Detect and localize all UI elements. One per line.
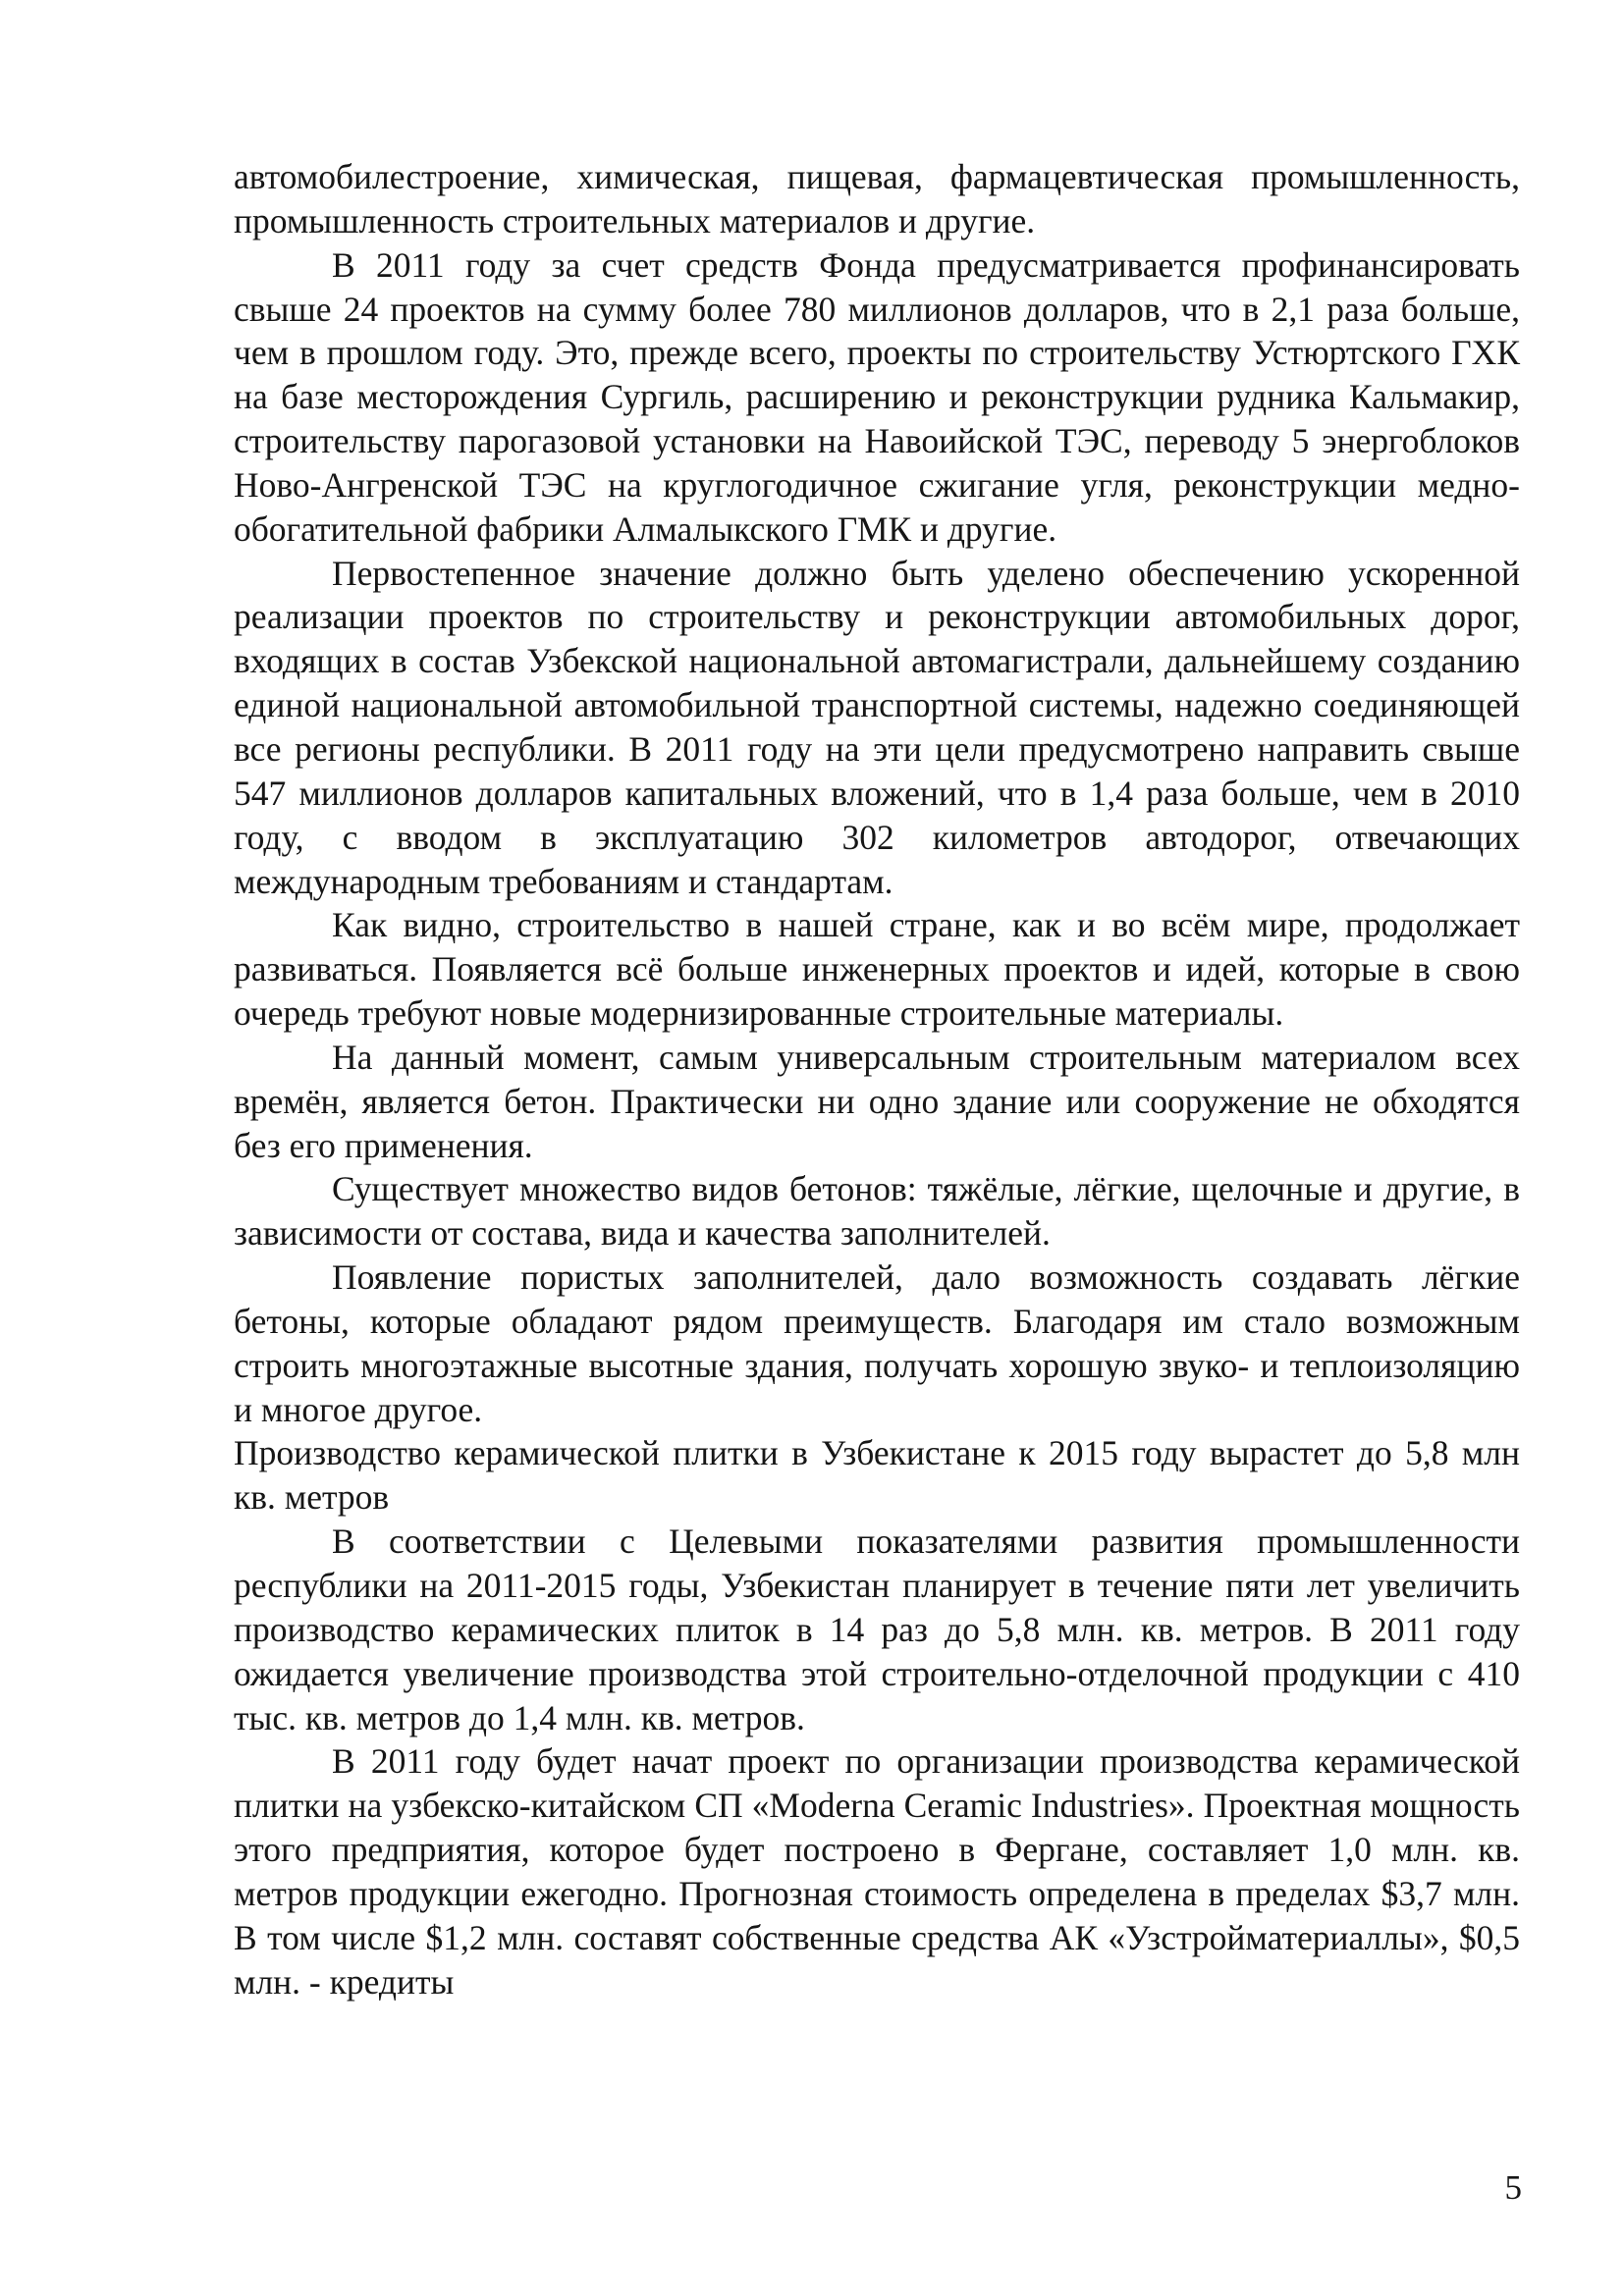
- body-text: [234, 155, 1520, 2003]
- paragraph-concrete-types: Существует множество видов бетонов: тяжёлые, лёгкие, щелочные и другие, в зависимости от состава, вида и качества заполнителей.: [234, 1169, 1520, 1254]
- paragraph-target-indicators: В соответствии с Целевыми показателями развития промышленности республики на 2011-2015 годы, Узбекистан планирует в течение пяти лет увеличить производство керамических плиток в 14 раз до 5,8 млн. кв. метров. В 2011 году ожидается увеличение производства этой строительно-отделочной продукции с 410 тыс. кв. метров до 1,4 млн. кв. метров.: [234, 1522, 1520, 1737]
- paragraph-construction-development: Как видно, строительство в нашей стране, как и во всём мире, продолжает развиваться. Появляется всё больше инженерных проектов и идей, которые в свою очередь требуют новые модернизированные строительные материалы.: [234, 905, 1520, 1034]
- paragraph-concrete: На данный момент, самым универсальным строительным материалом всех времён, является бетон. Практически ни одно здание или сооружение не обходятся без его применения.: [234, 1037, 1520, 1165]
- paragraph-porous-aggregates: Появление пористых заполнителей, дало возможность создавать лёгкие бетоны, которые обладают рядом преимуществ. Благодаря им стало возможным строить многоэтажные высотные здания, получать хорошую звуко- и теплоизоляцию и многое другое.: [234, 1257, 1520, 1429]
- paragraph-continuation: автомобилестроение, химическая, пищевая, фармацевтическая промышленность, промышленность строительных материалов и другие.: [234, 157, 1520, 240]
- paragraph-moderna-ceramic: В 2011 году будет начат проект по организации производства керамической плитки на узбекско-китайском СП «Moderna Ceramic Industries». Проектная мощность этого предприятия, которое будет построено в Фергане, составляет 1,0 млн. кв. метров продукции ежегодно. Прогнозная стоимость определена в пределах $3,7 млн. В том числе $1,2 млн. составят собственные средства АК «Узстройматериаллы», $0,5 млн. - кредиты: [234, 1741, 1520, 2002]
- page-number: 5: [1504, 2168, 1522, 2207]
- paragraph-fund-projects: В 2011 году за счет средств Фонда предусматривается профинансировать свыше 24 проектов на сумму более 780 миллионов долларов, что в 2,1 раза больше, чем в прошлом году. Это, прежде всего, проекты по строительству Устюртского ГХК на базе месторождения Сургиль, расширению и реконструкции рудника Кальмакир, строительству парогазовой установки на Навоийской ТЭС, переводу 5 энергоблоков Ново-Ангренской ТЭС на круглогодичное сжигание угля, реконструкции медно-обогатительной фабрики Алмалыкского ГМК и другие.: [234, 244, 1520, 549]
- section-heading-ceramic-tile: Производство керамической плитки в Узбекистане к 2015 году вырастет до 5,8 млн кв. метров: [234, 1433, 1520, 1518]
- paragraph-road-construction: Первостепенное значение должно быть уделено обеспечению ускоренной реализации проектов по строительству и реконструкции автомобильных дорог, входящих в состав Узбекской национальной автомагистрали, дальнейшему созданию единой национальной автомобильной транспортной системы, надежно соединяющей все регионы республики. В 2011 году на эти цели предусмотрено направить свыше 547 миллионов долларов капитальных вложений, что в 1,4 раза больше, чем в 2010 году, с вводом в эксплуатацию 302 километров автодорог, отвечающих международным требованиям и стандартам.: [234, 553, 1520, 901]
